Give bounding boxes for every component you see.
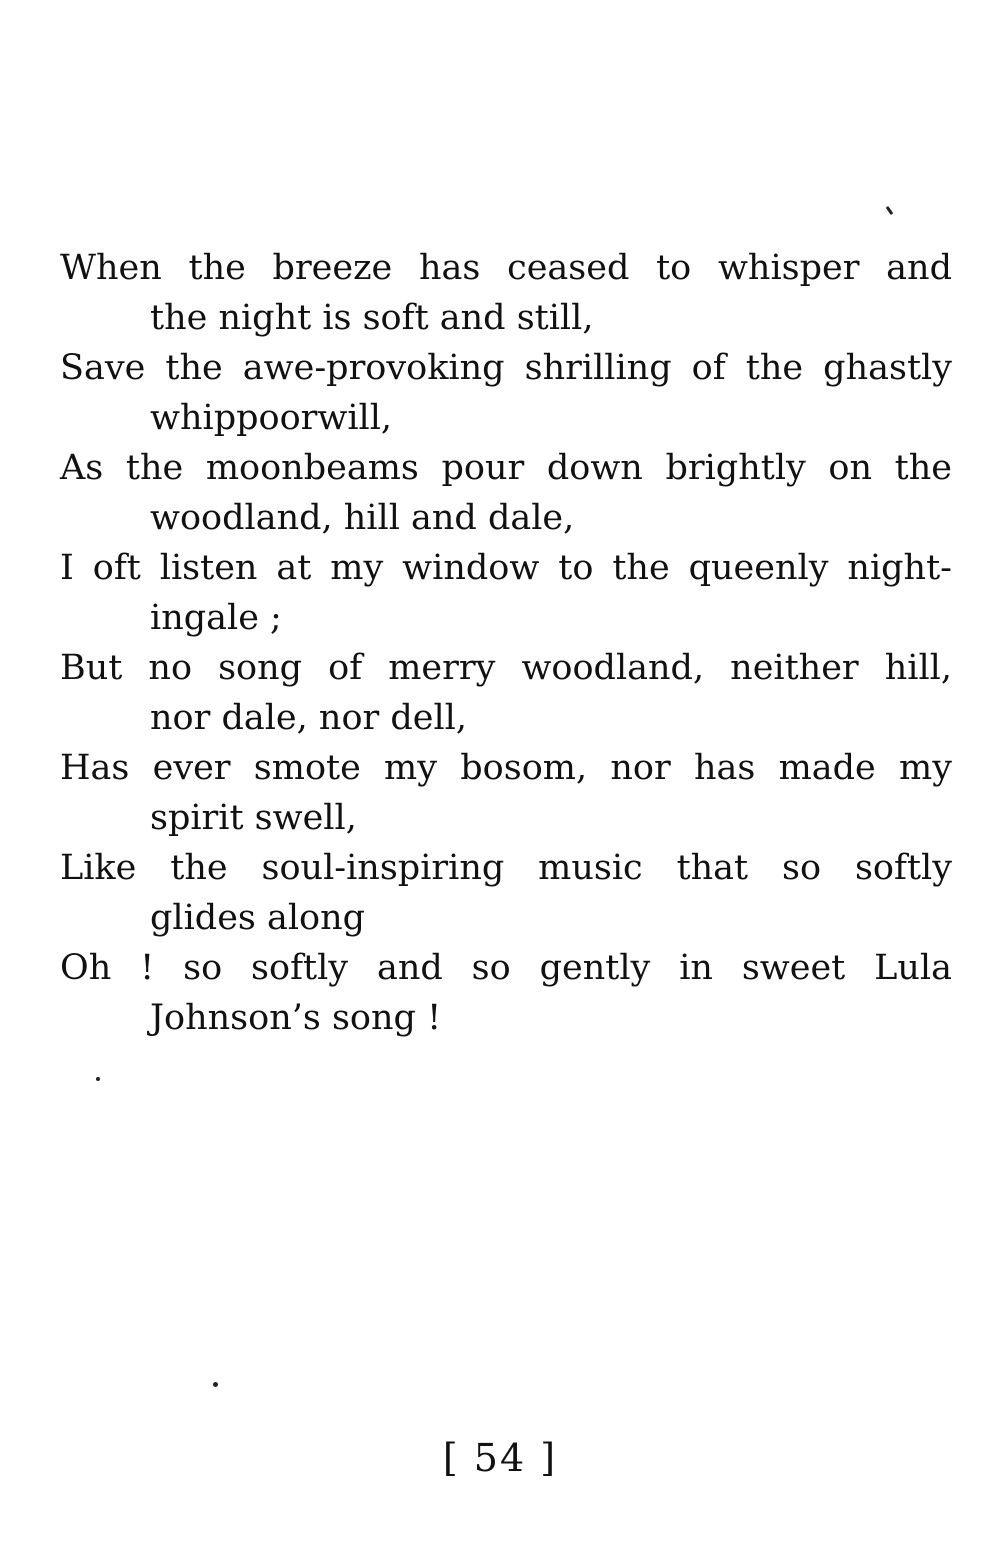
page-number: [ 54 ]	[442, 1436, 558, 1480]
poem-line	[60, 343, 952, 443]
poem-line-text: I oft listen at my window to the queenly night-	[60, 548, 952, 588]
poem-line-continuation: glides along	[150, 898, 366, 938]
poem-line-continuation: nor dale, nor dell,	[150, 698, 467, 738]
print-speck	[213, 1382, 218, 1387]
poem-line-text: When the breeze has ceased to whisper and	[60, 248, 952, 288]
print-speck	[96, 1077, 100, 1081]
poem-line-text: As the moonbeams pour down brightly on the	[60, 448, 952, 488]
poem-line	[60, 243, 952, 343]
poem-line	[60, 443, 952, 543]
poem-line-continuation: woodland, hill and dale,	[150, 498, 575, 538]
poem-line-continuation: whippoorwill,	[150, 398, 393, 438]
poem-line	[60, 743, 952, 843]
poem-line-continuation: spirit swell,	[150, 798, 357, 838]
poem-line-continuation: Johnson’s song !	[150, 998, 442, 1038]
poem-line-continuation: the night is soft and still,	[150, 298, 594, 338]
print-speck	[886, 206, 894, 215]
poem-line	[60, 643, 952, 743]
poem-line-text: Like the soul-inspiring music that so softly	[60, 848, 952, 888]
poem-line-continuation: ingale ;	[150, 598, 282, 638]
poem-line-text: Oh ! so softly and so gently in sweet Lula	[60, 948, 952, 988]
poem-line-text: Save the awe-provoking shrilling of the ghastly	[60, 348, 952, 388]
poem-line-text: But no song of merry woodland, neither hill,	[60, 648, 952, 688]
poem	[60, 243, 952, 1043]
poem-line	[60, 843, 952, 943]
poem-line-text: Has ever smote my bosom, nor has made my	[60, 748, 952, 788]
poem-line	[60, 543, 952, 643]
poem-line	[60, 943, 952, 1043]
